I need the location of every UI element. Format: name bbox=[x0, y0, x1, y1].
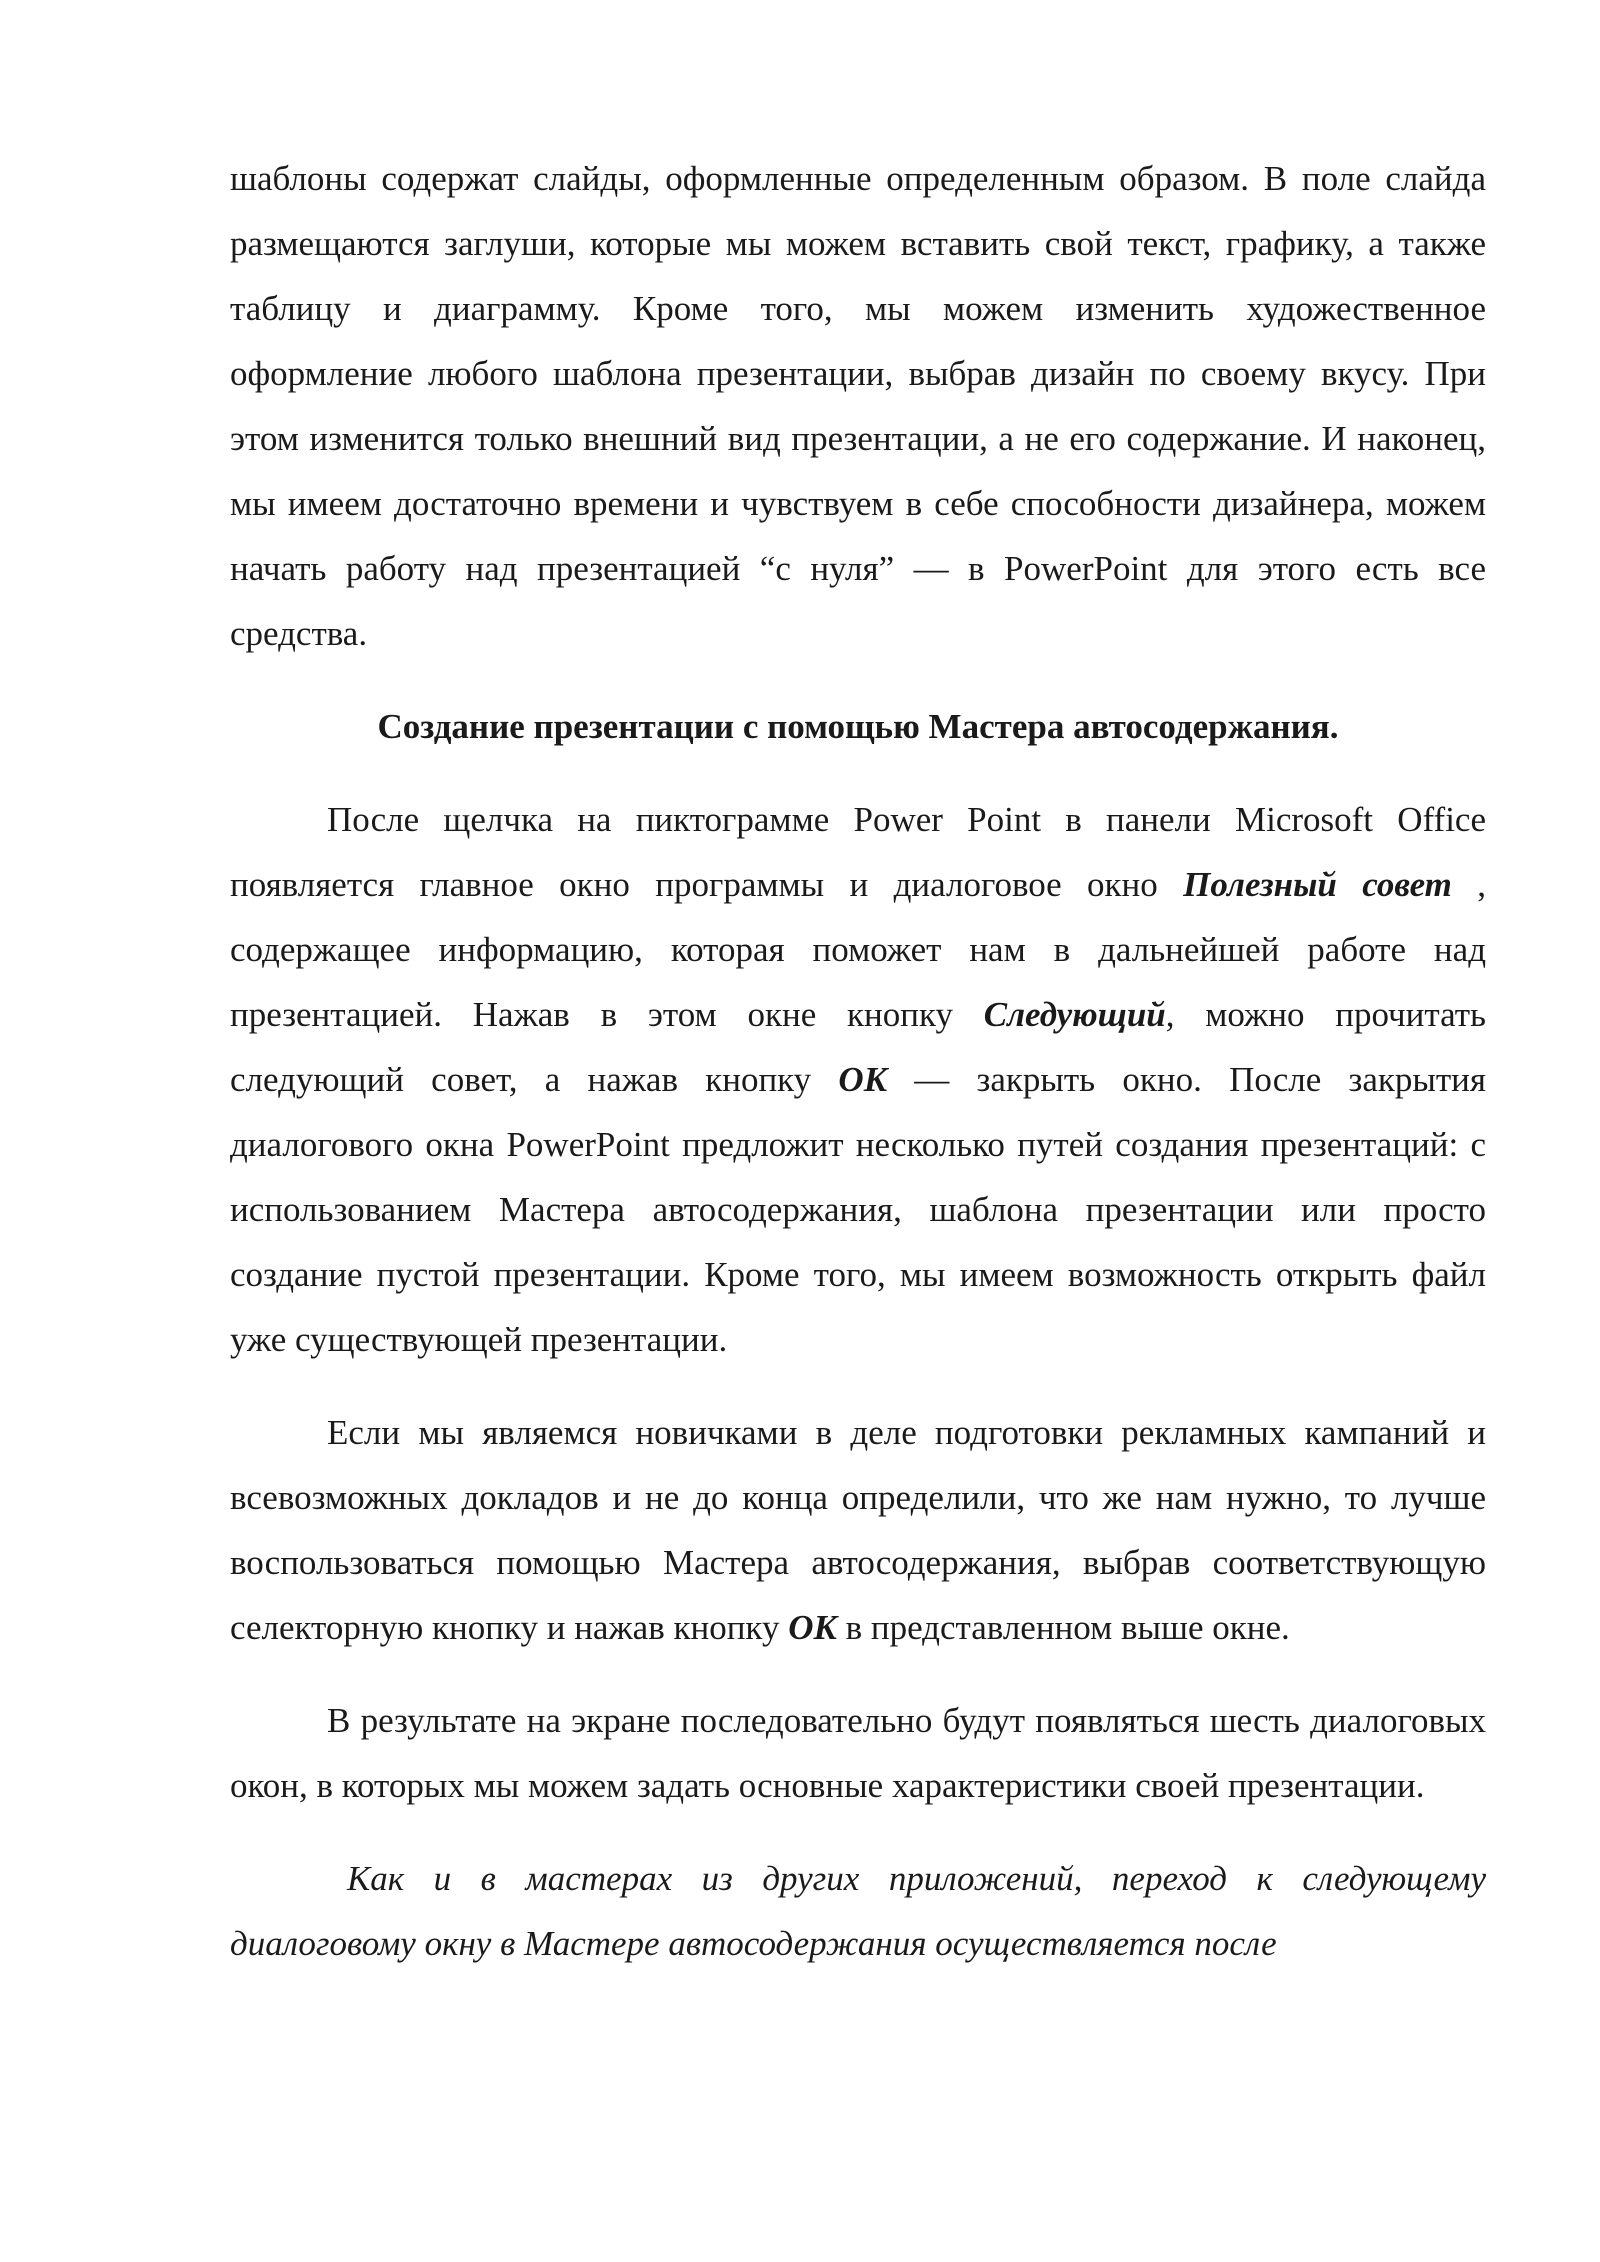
paragraph-text: Если мы являемся новичками в деле подготовки рекламных кампаний и всевозможных докладов и не до конца определили, что же нам нужно, то лучше воспользоваться помощью Мастера автосодержания, выбрав соответствующую селекторную кнопку и нажав кнопку bbox=[230, 1413, 1486, 1647]
paragraph-text: — закрыть окно. После закрытия диалогового окна PowerPoint предложит несколько путей создания презентаций: с использованием Мастера автосодержания, шаблона презентации или просто создание пустой презентации. Кроме того, мы имеем возможность открыть файл уже существующей презентации. bbox=[230, 1060, 1487, 1359]
tip-window-name: Полезный совет bbox=[1183, 865, 1452, 904]
section-heading: Создание презентации с помощью Мастера автосодержания. bbox=[377, 707, 1339, 746]
ok-button-name: OK bbox=[788, 1608, 837, 1647]
document-body bbox=[230, 146, 1486, 1976]
paragraph-text: , можно прочитать следующий совет, а нажав кнопку bbox=[230, 995, 1486, 1099]
next-button-name: Следующий bbox=[983, 995, 1166, 1034]
ok-button-name: OK bbox=[838, 1060, 888, 1099]
paragraph-beginners bbox=[230, 1400, 1486, 1660]
intro-paragraph: шаблоны содержат слайды, оформленные определенным образом. В поле слайда размещаются заглуши, которые мы можем вставить свой текст, графику, а также таблицу и диаграмму. Кроме того, мы можем изменить художественное оформление любого шаблона презентации, выбрав дизайн по своему вкусу. При этом изменится только внешний вид презентации, а не его содержание. И наконец, мы имеем достаточно времени и чувствуем в себе способности дизайнера, можем начать работу над презентацией “с нуля” — в PowerPoint для этого есть все средства. bbox=[230, 159, 1486, 653]
paragraph-dialogs: В результате на экране последовательно будут появляться шесть диалоговых окон, в которых мы можем задать основные характеристики своей презентации. bbox=[230, 1701, 1486, 1805]
paragraph-text: , содержащее информацию, которая поможет нам в дальнейшей работе над презентацией. Нажав в этом окне кнопку bbox=[230, 865, 1486, 1034]
paragraph-powerpoint-startup bbox=[230, 787, 1486, 1372]
paragraph-text: в представленном выше окне. bbox=[836, 1608, 1290, 1647]
paragraph-text: После щелчка на пиктограмме Power Point в панели Microsoft Office появляется главное окно программы и диалоговое окно bbox=[230, 800, 1486, 904]
paragraph-wizard-navigation: Как и в мастерах из других приложений, переход к следующему диалоговому окну в Мастере автосодержания осуществляется после bbox=[230, 1859, 1486, 1963]
